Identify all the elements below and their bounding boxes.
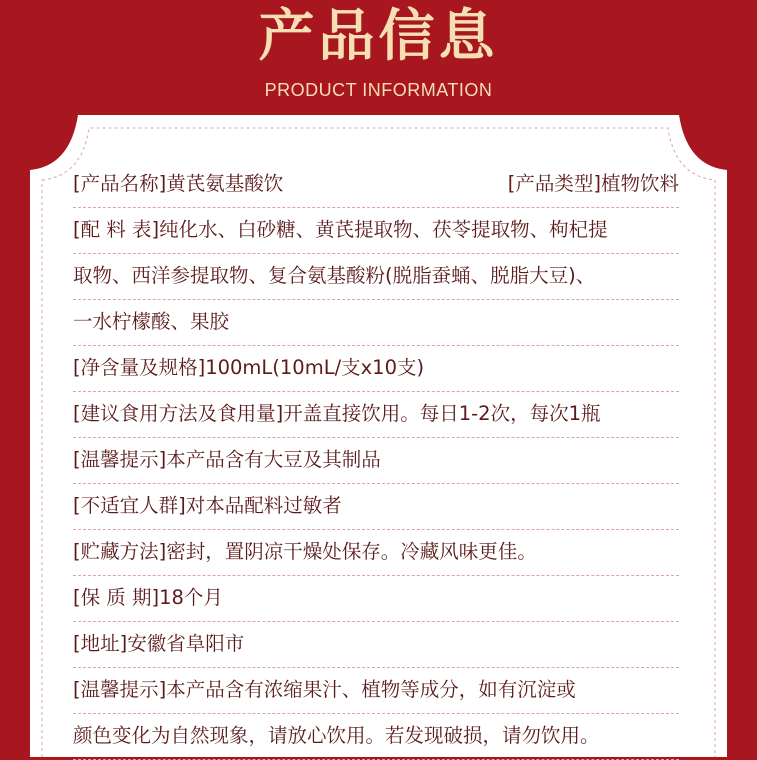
info-row-product-name (73, 162, 679, 208)
info-text: [净含量及规格]100mL(10mL/支x10支) (73, 356, 425, 379)
info-row-allergen-notice (73, 438, 679, 484)
info-text: 颜色变化为自然现象，请放心饮用。若发现破损，请勿饮用。 (73, 724, 600, 747)
info-text: [温馨提示]本产品含有浓缩果汁、植物等成分，如有沉淀或 (73, 678, 576, 701)
info-list (73, 162, 679, 760)
info-row-notice-1 (73, 668, 679, 714)
info-row-unsuitable (73, 484, 679, 530)
product-name-text: [产品名称]黄芪氨基酸饮 (73, 172, 284, 195)
info-row-storage (73, 530, 679, 576)
product-type-text: [产品类型]植物饮料 (507, 172, 679, 195)
info-text: [配 料 表]纯化水、白砂糖、黄芪提取物、茯苓提取物、枸杞提 (73, 218, 608, 241)
info-text: 一水柠檬酸、果胶 (73, 310, 230, 333)
info-row-ingredients-1 (73, 208, 679, 254)
info-text: [地址]安徽省阜阳市 (73, 632, 245, 655)
info-text: [贮藏方法]密封，置阴凉干燥处保存。冷藏风味更佳。 (73, 540, 537, 563)
info-row-net-content (73, 346, 679, 392)
page-subtitle: PRODUCT INFORMATION (264, 80, 493, 100)
info-row-notice-2 (73, 714, 679, 760)
info-text: [温馨提示]本产品含有大豆及其制品 (73, 448, 381, 471)
info-row-shelf-life (73, 576, 679, 622)
info-text: [不适宜人群]对本品配料过敏者 (73, 494, 342, 517)
info-text: [保 质 期]18个月 (73, 586, 223, 609)
info-row-usage (73, 392, 679, 438)
info-row-address (73, 622, 679, 668)
info-text: 取物、西洋参提取物、复合氨基酸粉(脱脂蚕蛹、脱脂大豆)、 (73, 264, 596, 287)
info-row-ingredients-3 (73, 300, 679, 346)
info-row-ingredients-2 (73, 254, 679, 300)
page-title: 产品信息 (258, 4, 499, 69)
info-text: [建议食用方法及食用量]开盖直接饮用。每日1-2次，每次1瓶 (73, 402, 601, 425)
